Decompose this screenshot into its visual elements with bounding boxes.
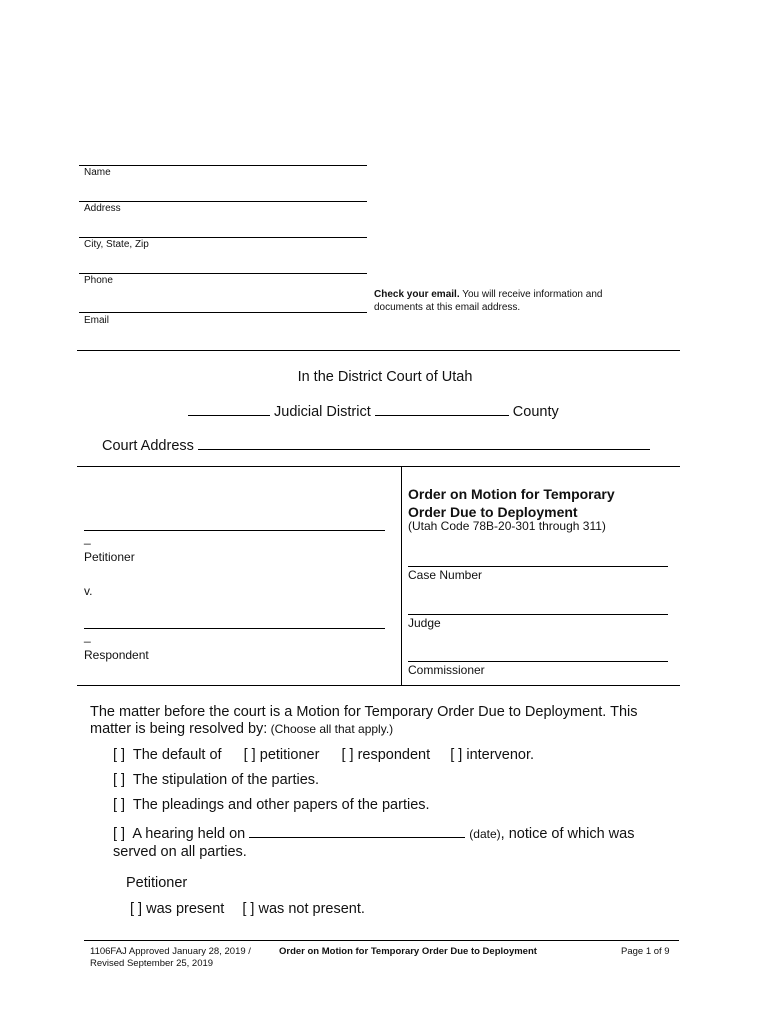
court-title: In the District Court of Utah — [297, 369, 473, 385]
district-row — [188, 401, 559, 420]
commissioner-line[interactable] — [408, 661, 668, 662]
default-intervenor-checkbox[interactable]: [ ] — [450, 747, 463, 763]
footer-page-number: Page 1 of 9 — [621, 946, 670, 957]
versus-label: v. — [84, 584, 93, 598]
footer-title: Order on Motion for Temporary Order Due to Deployment — [279, 946, 537, 957]
default-checkbox[interactable]: [ ] — [113, 747, 126, 763]
code-reference: (Utah Code 78B-20-301 through 311) — [408, 519, 606, 533]
court-address-blank[interactable] — [198, 435, 650, 450]
default-respondent-label: respondent — [357, 747, 431, 763]
case-number-line[interactable] — [408, 566, 668, 567]
petitioner-line[interactable] — [84, 530, 385, 531]
caption-divider — [401, 466, 402, 685]
caption-top-rule — [77, 466, 680, 467]
address-line[interactable] — [79, 201, 367, 202]
stipulation-label: The stipulation of the parties. — [132, 772, 320, 788]
hearing-label: A hearing held on — [132, 826, 246, 842]
not-present-label: was not present. — [258, 901, 365, 917]
caption-bottom-rule — [77, 685, 680, 686]
not-present-checkbox[interactable]: [ ] — [242, 901, 255, 917]
email-note — [374, 288, 674, 314]
default-respondent-checkbox[interactable]: [ ] — [341, 747, 354, 763]
name-line[interactable] — [79, 165, 367, 166]
commissioner-label: Commissioner — [408, 663, 485, 677]
order-title-line2: Order Due to Deployment — [408, 504, 578, 520]
header-divider — [77, 350, 680, 351]
hearing-date-blank[interactable] — [249, 823, 465, 838]
email-note-text2: documents at this email address. — [374, 302, 521, 313]
court-address-row — [102, 435, 650, 454]
hearing-checkbox[interactable]: [ ] — [113, 826, 126, 842]
phone-label: Phone — [84, 275, 113, 286]
phone-line[interactable] — [79, 273, 367, 274]
order-title — [408, 485, 673, 521]
stipulation-row — [113, 772, 319, 788]
choose-note: (Choose all that apply.) — [267, 722, 394, 736]
county-blank[interactable] — [375, 401, 509, 416]
judge-line[interactable] — [408, 614, 668, 615]
petitioner-heading: Petitioner — [126, 875, 188, 891]
footer-form-id — [90, 946, 251, 970]
default-petitioner-checkbox[interactable]: [ ] — [243, 747, 256, 763]
served-label: served on all parties. — [113, 844, 247, 860]
default-petitioner-label: petitioner — [259, 747, 320, 763]
pleadings-row — [113, 797, 430, 813]
footer-form-id-line1: 1106FAJ Approved January 28, 2019 / — [90, 946, 251, 957]
name-label: Name — [84, 167, 111, 178]
default-intervenor-label: intervenor. — [466, 747, 535, 763]
county-label: County — [512, 404, 559, 420]
judicial-district-label: Judicial District — [274, 404, 371, 420]
email-line[interactable] — [79, 312, 367, 313]
city-label: City, State, Zip — [84, 239, 149, 250]
intro-paragraph — [90, 704, 690, 738]
hearing-row — [113, 823, 634, 861]
email-note-text: You will receive information and — [459, 289, 603, 300]
footer-form-id-line2: Revised September 25, 2019 — [90, 958, 214, 969]
default-row — [113, 747, 534, 763]
petitioner-label: Petitioner — [84, 550, 135, 564]
intro-line1: The matter before the court is a Motion for Temporary Order Due to Deployment. This — [90, 704, 638, 720]
presence-row — [130, 901, 365, 917]
district-blank[interactable] — [188, 401, 270, 416]
intro-line2: matter is being resolved by: — [90, 721, 268, 737]
stipulation-checkbox[interactable]: [ ] — [113, 772, 126, 788]
email-label: Email — [84, 315, 110, 326]
footer-rule — [84, 940, 679, 941]
notice-label: , notice of which was — [500, 826, 635, 842]
court-address-label: Court Address — [102, 438, 194, 454]
respondent-line[interactable] — [84, 628, 385, 629]
respondent-label: Respondent — [84, 648, 149, 662]
case-number-label: Case Number — [408, 568, 483, 582]
judge-label: Judge — [408, 616, 441, 630]
present-checkbox[interactable]: [ ] — [130, 901, 143, 917]
pleadings-label: The pleadings and other papers of the parties. — [132, 797, 430, 813]
present-label: was present — [146, 901, 225, 917]
respondent-underscore: _ — [84, 629, 91, 643]
email-note-bold: Check your email. — [374, 289, 460, 300]
city-line[interactable] — [79, 237, 367, 238]
default-of-label: The default of — [132, 747, 222, 763]
order-title-line1: Order on Motion for Temporary — [408, 486, 615, 502]
date-note: (date) — [469, 827, 501, 841]
address-label: Address — [84, 203, 121, 214]
petitioner-underscore: _ — [84, 531, 91, 545]
pleadings-checkbox[interactable]: [ ] — [113, 797, 126, 813]
